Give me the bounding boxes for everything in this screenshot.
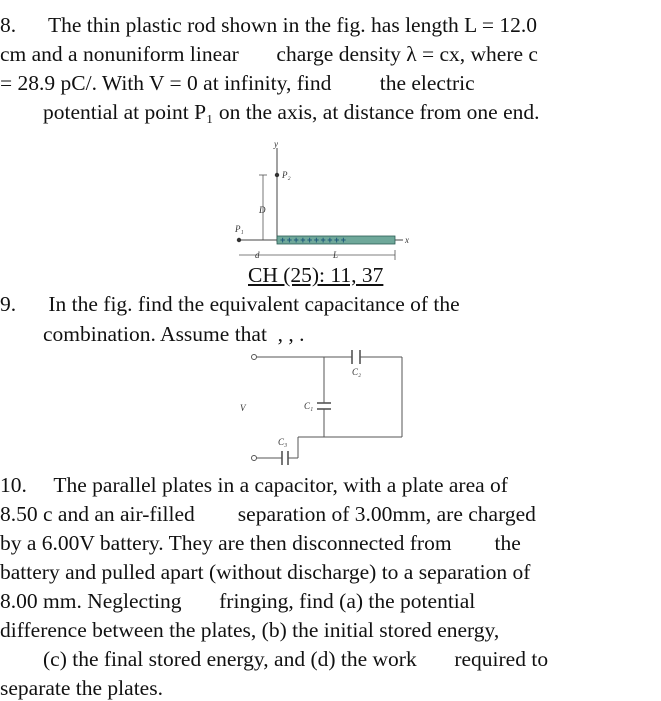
capacitor-circuit (238, 347, 408, 472)
q9-line-1: 9. In the fig. find the equivalent capacitance of the (0, 292, 460, 316)
q10-line-7: (c) the final stored energy, and (d) the work required to (0, 647, 549, 671)
p2-label: P₂ (282, 170, 291, 180)
q10-line-4: battery and pulled apart (without discharge) to a separation of (0, 560, 531, 584)
q10-line-2: 8.50 c and an air-filled separation of 3.00mm, are charged (0, 502, 536, 526)
d-dimension-label: D (259, 205, 266, 215)
q9-line-2: combination. Assume that , , . (0, 322, 305, 346)
l-dimension-label: L (333, 250, 339, 260)
c2-label: C₂ (352, 367, 362, 377)
q8-line-2: cm and a nonuniform linear charge density λ = cx, where c (0, 42, 538, 66)
rod-charges: ++++++++++ (280, 235, 348, 245)
q8-line-1: 8. The thin plastic rod shown in the fig. has length L = 12.0 (0, 13, 538, 37)
q8-line-4: potential at point P₁ on the axis, at distance from one end. (0, 100, 540, 124)
terminal-top (252, 355, 257, 360)
voltage-label: V (240, 403, 246, 413)
rod-figure (225, 138, 425, 266)
p1-label: P₁ (235, 224, 244, 234)
c3-label: C₃ (278, 437, 288, 447)
x-axis-label: x (405, 235, 409, 245)
q10-line-8: separate the plates. (0, 676, 163, 700)
c1-label: C₁ (304, 401, 314, 411)
q10-line-1: 10. The parallel plates in a capacitor, with a plate area of (0, 473, 508, 497)
point-p1 (237, 238, 241, 242)
q10-line-3: by a 6.00V battery. They are then disconnected from the (0, 531, 521, 555)
q8-line-3: = 28.9 pC/. With V = 0 at infinity, find the electric (0, 71, 475, 95)
terminal-bottom (252, 456, 257, 461)
point-p2 (275, 173, 279, 177)
chapter-reference: CH (25): 11, 37 (248, 263, 384, 287)
y-axis-label: y (274, 139, 278, 149)
q10-line-5: 8.00 mm. Neglecting fringing, find (a) the potential (0, 589, 476, 613)
q10-line-6: difference between the plates, (b) the initial stored energy, (0, 618, 500, 642)
d-small-label: d (255, 250, 260, 260)
